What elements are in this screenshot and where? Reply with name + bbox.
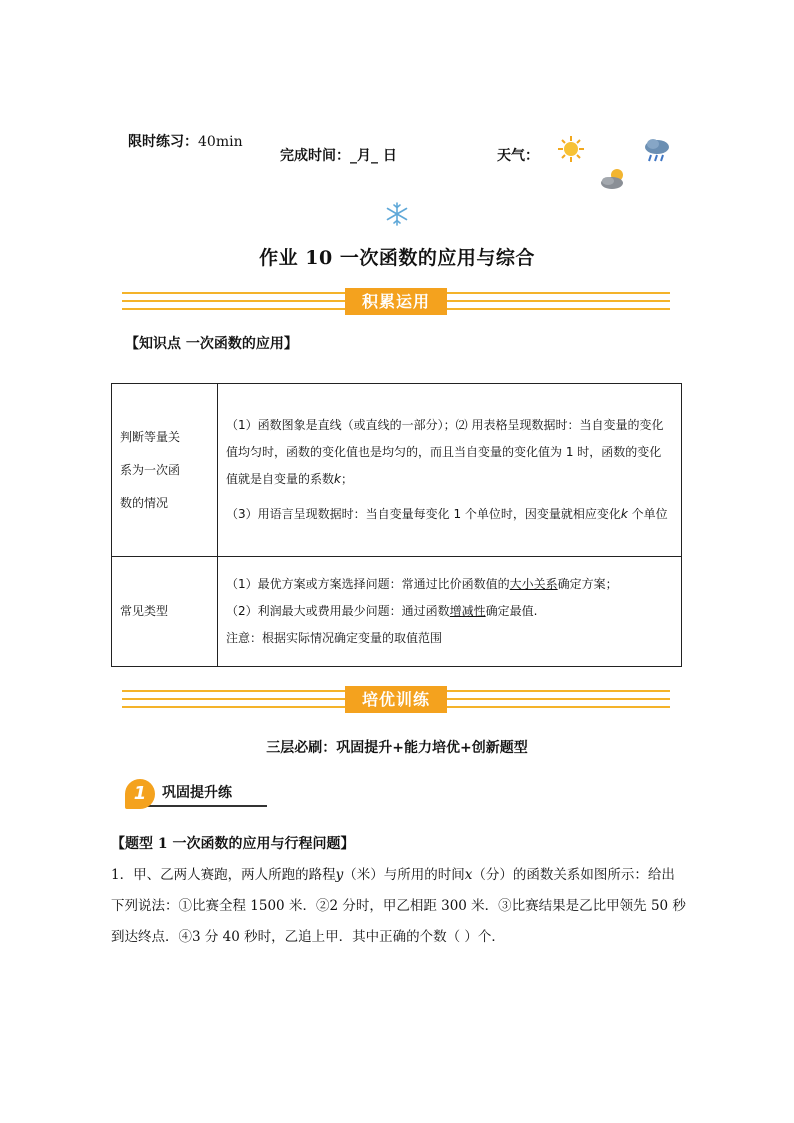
level-number-badge: 1 xyxy=(125,779,155,809)
section-banner-training: 培优训练 xyxy=(345,686,447,713)
table-row xyxy=(112,384,682,557)
weather-label: 天气： xyxy=(497,148,539,164)
sun-icon[interactable] xyxy=(557,135,585,163)
time-limit xyxy=(128,131,243,151)
table-cell-content xyxy=(218,384,682,557)
topic-heading: 【题型 1 一次函数的应用与行程问题】 xyxy=(111,836,355,852)
type-line-2: （2）利润最大或费用最少问题：通过函数增减性确定最值. xyxy=(226,604,538,618)
time-limit-label: 限时练习： xyxy=(128,134,198,150)
table-cell-label xyxy=(112,384,218,557)
time-limit-value: 40min xyxy=(198,134,243,150)
partly-cloudy-icon[interactable] xyxy=(599,167,631,191)
level-label: 巩固提升练 xyxy=(162,785,232,801)
snowflake-icon[interactable] xyxy=(385,202,409,226)
knowledge-table xyxy=(111,383,682,667)
page-title: 作业 10 一次函数的应用与综合 xyxy=(259,247,535,269)
table-row xyxy=(112,557,682,667)
table-cell-content xyxy=(218,557,682,667)
label-line: 数的情况 xyxy=(120,495,169,510)
knowledge-point-heading: 【知识点 一次函数的应用】 xyxy=(125,336,298,352)
rule-paragraph-2: （3）用语言呈现数据时：当自变量每变化 1 个单位时，因变量就相应变化k 个单位 xyxy=(226,507,668,521)
type-line-1: （1）最优方案或方案选择问题：常通过比价函数值的大小关系确定方案； xyxy=(226,577,618,591)
training-subheading: 三层必刷：巩固提升+能力培优+创新题型 xyxy=(266,740,528,756)
type-note: 注意：根据实际情况确定变量的取值范围 xyxy=(226,631,443,645)
table-cell-label: 常见类型 xyxy=(112,557,218,667)
label-line: 判断等量关 xyxy=(120,429,181,444)
level-header xyxy=(122,776,267,810)
rule-paragraph-1: （1）函数图象是直线（或直线的一部分）；⑵ 用表格呈现数据时：当自变量的变化值均匀时，函数的变化值也是均匀的，而且当自变量的变化值为 1 时，函数的变化值就是自变量的系数k； xyxy=(226,418,664,486)
label-line: 系为一次函 xyxy=(120,462,181,477)
section-banner-accumulate: 积累运用 xyxy=(345,288,447,315)
completion-time: 完成时间：_月_ 日 xyxy=(280,148,397,164)
question-1: 1．甲、乙两人赛跑，两人所跑的路程y（米）与所用的时间x（分）的函数关系如图所示：给出下列说法：①比赛全程 1500 米．②2 分时，甲乙相距 300 米．③比赛结果是乙比甲领先 50 秒到达终点．④3 分 40 秒时，乙追上甲．其中正确的个数（ ）个． xyxy=(111,867,686,945)
rain-cloud-icon[interactable] xyxy=(643,137,671,163)
